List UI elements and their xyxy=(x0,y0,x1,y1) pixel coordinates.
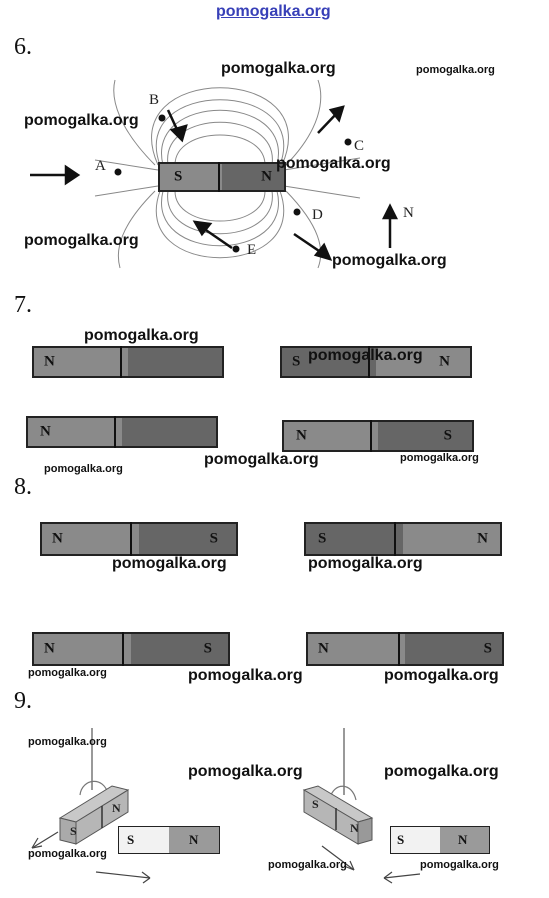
point-d-label: D xyxy=(312,207,323,223)
left-hanging-n: N xyxy=(112,801,121,815)
watermark: pomogalka.org xyxy=(44,463,123,475)
watermark: pomogalka.org xyxy=(188,667,303,684)
pole-label: N xyxy=(52,530,63,547)
magnet-n-half xyxy=(440,827,489,853)
pole-label: N xyxy=(439,353,450,370)
pole-n-label: N xyxy=(458,832,468,847)
watermark: pomogalka.org xyxy=(384,667,499,684)
magnet-n-half xyxy=(169,827,219,853)
pole-label: S xyxy=(443,427,452,444)
pole-label: N xyxy=(296,427,307,444)
magnet-s-half xyxy=(391,827,440,853)
left-hanging-s: S xyxy=(70,824,77,838)
pole-n-label: N xyxy=(189,832,199,847)
watermark: pomogalka.org xyxy=(24,112,139,129)
pole-n-label: N xyxy=(261,168,272,185)
task-8-number: 8. xyxy=(14,474,32,500)
pole-s-label: S xyxy=(127,832,135,847)
right-hanging-n: N xyxy=(350,821,359,835)
watermark: pomogalka.org xyxy=(308,555,423,572)
pole-label: S xyxy=(209,530,218,547)
watermark: pomogalka.org xyxy=(276,155,391,172)
point-c-label: C xyxy=(354,138,365,154)
pole-label: S xyxy=(483,640,492,657)
watermark: pomogalka.org xyxy=(28,736,107,748)
point-b-label: B xyxy=(149,92,160,108)
watermark: pomogalka.org xyxy=(420,859,499,871)
watermark: pomogalka.org xyxy=(416,64,495,76)
pole-s-label: S xyxy=(397,832,405,847)
watermark: pomogalka.org xyxy=(84,327,199,344)
pole-label: N xyxy=(318,640,329,657)
pole-label: N xyxy=(477,530,488,547)
pole-label: N xyxy=(44,640,55,657)
task-6-number: 6. xyxy=(14,34,32,60)
pole-label: N xyxy=(40,423,51,440)
watermark: pomogalka.org xyxy=(332,252,447,269)
pole-label: S xyxy=(292,353,301,370)
watermark: pomogalka.org xyxy=(221,60,336,77)
task-9-right-bar-magnet xyxy=(390,826,490,854)
watermark: pomogalka.org xyxy=(204,451,319,468)
task-9-number: 9. xyxy=(14,688,32,714)
watermark: pomogalka.org xyxy=(28,848,107,860)
pole-label: S xyxy=(318,530,327,547)
pole-s-label: S xyxy=(174,168,183,185)
top-watermark[interactable]: pomogalka.org xyxy=(216,3,331,20)
watermark: pomogalka.org xyxy=(400,452,479,464)
watermark: pomogalka.org xyxy=(28,667,107,679)
pole-label: S xyxy=(203,640,212,657)
compass-n-label: N xyxy=(403,205,414,221)
watermark: pomogalka.org xyxy=(384,763,499,780)
pole-label: N xyxy=(44,353,55,370)
watermark: pomogalka.org xyxy=(308,347,423,364)
watermark: pomogalka.org xyxy=(24,232,139,249)
watermark: pomogalka.org xyxy=(112,555,227,572)
watermark: pomogalka.org xyxy=(268,859,347,871)
magnet-s-half xyxy=(119,827,169,853)
point-e-label: E xyxy=(247,242,257,258)
point-a-label: A xyxy=(95,158,106,174)
watermark: pomogalka.org xyxy=(188,763,303,780)
task-7-number: 7. xyxy=(14,292,32,318)
task-9-left-bar-magnet xyxy=(118,826,220,854)
right-hanging-s: S xyxy=(312,797,319,811)
